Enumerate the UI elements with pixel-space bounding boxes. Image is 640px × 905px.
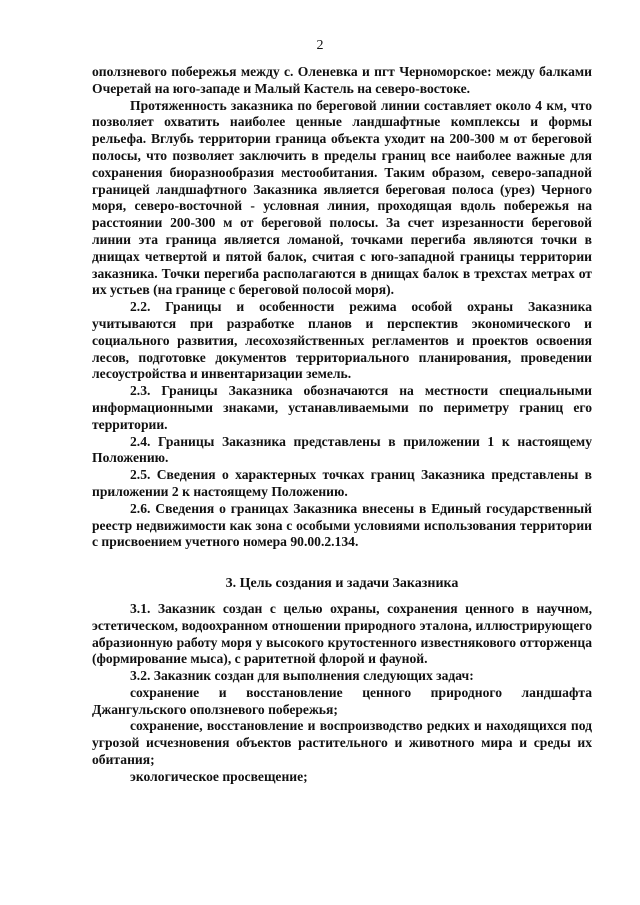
paragraph-3-1: 3.1. Заказник создан с целью охраны, сохранения ценного в научном, эстетическом, водоохранном отношении природного эталона, иллюстрирующего абразионную работу моря у высокого крутостенного известнякового отторженца (формирование мыса), с раритетной флорой и фауной. bbox=[92, 600, 592, 667]
paragraph-3-2: 3.2. Заказник создан для выполнения следующих задач: bbox=[130, 668, 474, 684]
task-item-landscape: сохранение и восстановление ценного природного ландшафта Джангульского оползневого побережья; bbox=[92, 684, 592, 717]
paragraph-2-6: 2.6. Сведения о границах Заказника внесены в Единый государственный реестр недвижимости как зона с особыми условиями использования территории с присвоением учетного номера 90.00.2.134. bbox=[92, 500, 592, 550]
paragraph-2-5: 2.5. Сведения о характерных точках границ Заказника представлены в приложении 2 к настоящему Положению. bbox=[92, 467, 592, 499]
paragraph-extent: Протяженность заказника по береговой линии составляет около 4 км, что позволяет охватить наиболее ценные ландшафтные комплексы и формы рельефа. Вглубь территории граница объекта уходит на 200-300 м от береговой полосы, что позволяет заключить в пределы границ все наиболее важные для сохранения биоразнообразия местообитания. Таким образом, северо-западной границей ландшафтного Заказника является береговая полоса (урез) Черного моря, северо-восточной - условная линия, проходящая вдоль побережья на расстоянии 200-300 м от береговой полосы. За счет изрезанности береговой линии эта граница является ломаной, точками перегиба являются точки в днищах четвертой и пятой балок, считая с юго-западной границы территории заказника. Точки перегиба располагаются в днищах балок в трехстах метрах от их устьев (на границе с береговой полосой моря). bbox=[92, 97, 592, 298]
section-heading: 3. Цель создания и задачи Заказника bbox=[225, 576, 459, 592]
paragraph-2-4: 2.4. Границы Заказника представлены в приложении 1 к настоящему Положению. bbox=[92, 433, 592, 466]
page-number: 2 bbox=[316, 38, 324, 53]
paragraph-2-3: 2.3. Границы Заказника обозначаются на местности специальными информационными знаками, устанавливаемыми по периметру границ его территории. bbox=[92, 383, 592, 432]
task-item-species: сохранение, восстановление и воспроизводство редких и находящихся под угрозой исчезновения объектов растительного и животного мира и среды их обитания; bbox=[92, 718, 592, 768]
paragraph-continuation: оползневого побережья между с. Оленевка и пгт Черноморское: между балками Очеретай на юго-западе и Малый Кастель на северо-востоке. bbox=[92, 64, 592, 96]
document-body bbox=[92, 64, 592, 786]
paragraph-2-2: 2.2. Границы и особенности режима особой охраны Заказника учитываются при разработке планов и перспектив экономического и социального развития, лесохозяйственных регламентов и проектов освоения лесов, подготовке документов территориального планирования, проведении лесоустройства и инвентаризации земель. bbox=[92, 299, 592, 382]
task-item-education: экологическое просвещение; bbox=[130, 768, 308, 784]
